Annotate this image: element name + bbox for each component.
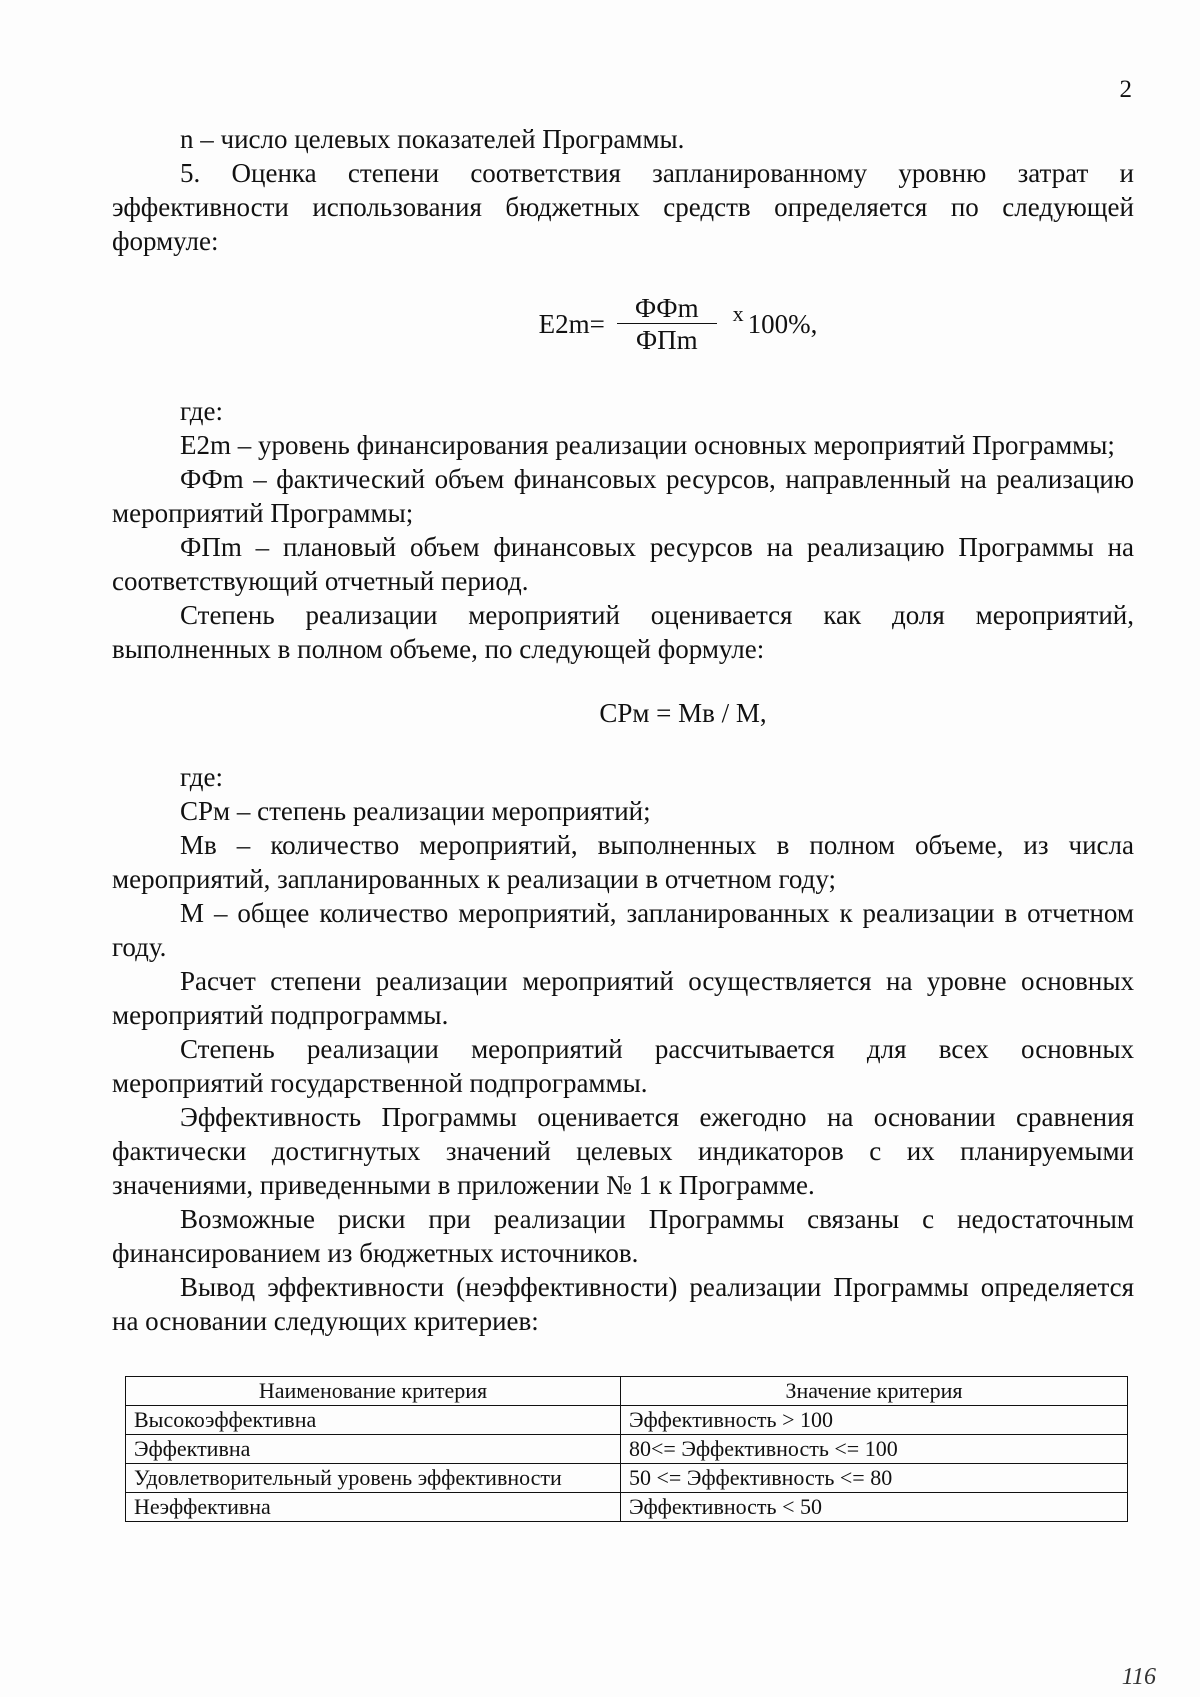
table-header-cell: Наименование критерия [126,1377,621,1406]
paragraph: СРм – степень реализации мероприятий; [180,796,651,826]
criteria-table [125,1376,1128,1522]
paragraph: Степень реализации мероприятий рассчитывается для всех основных мероприятий государственной подпрограммы. [112,1034,1134,1098]
paragraph: Расчет степени реализации мероприятий осуществляется на уровне основных мероприятий подпрограммы. [112,966,1134,1030]
table-cell: Эффективность < 50 [621,1493,1128,1522]
paragraph: n – число целевых показателей Программы. [180,124,685,154]
table-cell: 80<= Эффективность <= 100 [621,1435,1128,1464]
table-header-cell: Значение критерия [621,1377,1128,1406]
paragraph: Степень реализации мероприятий оценивается как доля мероприятий, выполненных в полном объеме, по следующей формуле: [112,600,1134,664]
paragraph: E2m – уровень финансирования реализации основных мероприятий Программы; [180,430,1115,460]
paragraph: Эффективность Программы оценивается ежегодно на основании сравнения фактически достигнутых значений целевых индикаторов с их планируемыми значениями, приведенными в приложении № 1 к Программе. [112,1102,1134,1200]
formula-times: x [732,301,744,326]
table-cell: Высокоэффективна [126,1406,621,1435]
paragraph: где: [180,762,223,792]
table-cell: Эффективность > 100 [621,1406,1128,1435]
table-header-row [126,1377,1128,1406]
table-cell: Неэффективна [126,1493,621,1522]
paragraph: где: [180,396,223,426]
table-cell: Удовлетворительный уровень эффективности [126,1464,621,1493]
paragraph: 5. Оценка степени соответствия запланированному уровню затрат и эффективности использования бюджетных средств определяется по следующей формуле: [112,158,1134,256]
table-row [126,1435,1128,1464]
table-row [126,1464,1128,1493]
formula-lhs: E2m= [538,309,605,339]
formula-srm: СРм = Мв / М, [599,698,767,728]
table-row [126,1493,1128,1522]
page-number: 2 [1119,76,1132,103]
table-cell: Эффективна [126,1435,621,1464]
paragraph: ФФm – фактический объем финансовых ресурсов, направленный на реализацию мероприятий Программы; [112,464,1134,528]
formula-e2m [112,292,1134,356]
paragraph: Вывод эффективности (неэффективности) реализации Программы определяется на основании следующих критериев: [112,1272,1134,1336]
paragraph: Возможные риски при реализации Программы связаны с недостаточным финансированием из бюджетных источников. [112,1204,1134,1268]
table-row [126,1406,1128,1435]
table-cell: 50 <= Эффективность <= 80 [621,1464,1128,1493]
document-body [112,122,1134,1522]
formula-numerator: ФФm [617,293,717,324]
formula-denominator: ФПm [635,324,698,355]
formula-rhs: 100%, [747,309,818,339]
formula-fraction [617,293,717,356]
paragraph: ФПm – плановый объем финансовых ресурсов на реализацию Программы на соответствующий отчетный период. [112,532,1134,596]
handwritten-page-mark: 116 [1121,1664,1156,1690]
paragraph: М – общее количество мероприятий, запланированных к реализации в отчетном году. [112,898,1134,962]
paragraph: Мв – количество мероприятий, выполненных в полном объеме, из числа мероприятий, запланированных к реализации в отчетном году; [112,830,1134,894]
